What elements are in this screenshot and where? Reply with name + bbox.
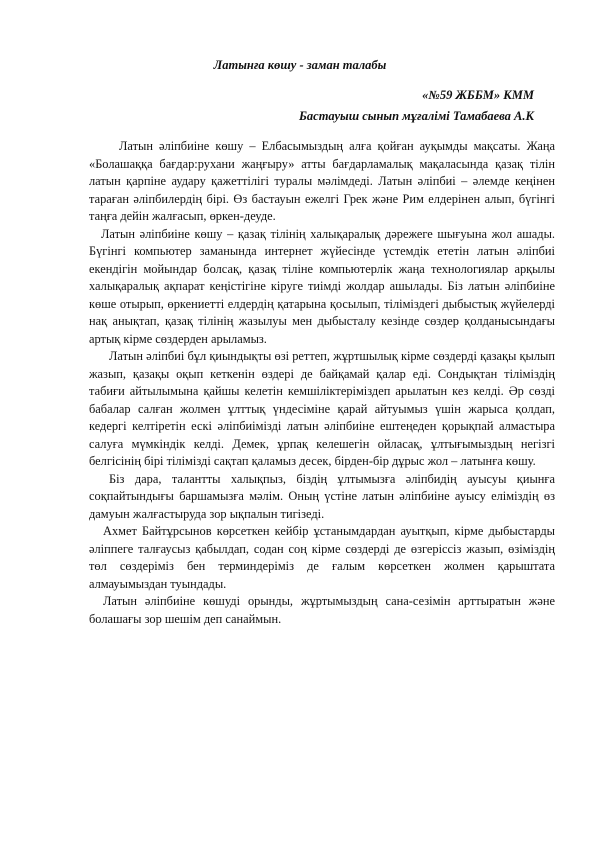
paragraph: Латын әліпбиіне көшу – Елбасымыздың алға қойған ауқымды мақсаты. Жаңа «Болашаққа бағдар:рухани жаңғыру» атты бағдарламалық мақаласында қазақ тілін латын қарпіне аудару қажеттілігі туралы мәлімдеді. Латын әліпбиі – әлемде кеңінен тараған әліпбилердің бірі. Өз бастауын ежелгі Грек және Рим елдерінен алып, бүгінгі таңға дейін жалғасып, өркен-деуде. <box>89 139 555 223</box>
paragraph: Латын әліпбиіне көшу – қазақ тілінің халықаралық дәрежеге шығуына жол ашады. Бүгінгі компьютер заманында интернет жүйесінде үстемдік ететін латын әліпбиі екендігін мойындар болсақ, қазақ тіліне компьютерлік жаңа технологиялар арқылы халықаралық ақпарат кеңістігіне кіруге тиімді жолдар ашылады. Біз латын әліпбиіне көше отырып, өркениетті елдердің қатарына қосылып, тіліміздегі дыбыстық жүйелерді нақ анықтап, қазақ тілінің жазылуы мен дыбысталу кезінде сөздер қолданысындағы артық кірме сөздерден арыламыз. <box>89 226 555 346</box>
article-body <box>89 138 555 628</box>
document-title: Латынға көшу - заман талабы <box>213 58 387 72</box>
paragraph: Латын әліпбиі бұл қиындықты өзі реттеп, жұртшылық кірме сөздерді қазақы қылып жазып, қазақы оқып кеткенін өздері де байқамай қалар еді. Сондықтан тіліміздің табиғи айтылымына қайшы келетін кемшіліктеріміздеп арылатын кез келді. Әр сөзді бабалар салған жолмен ұлттық үндесіміне қарай айтуымыз үшін жарыса қолдап, кедергі келтіретін ескі әліпбиімізді латын әліпбиіне ештеңеден қорықпай алмастыра салуға мүмкіндік келді. Демек, ұрпақ келешегін ойласақ, ұлтығымыздың негізгі белгісінің бірі тілімізді сақтап қаламыз десек, бірден-бір дұрыс жол – латынға көшу. <box>89 349 555 468</box>
author-line: Бастауыш сынып мұғалімі Тамабаева А.К <box>298 109 534 123</box>
organization-line: «№59 ЖББМ» КММ <box>422 88 534 102</box>
paragraph: Латын әліпбиіне көшуді орынды, жұртымыздың сана-сезімін арттыратын және болашағы зор шешім деп санаймын. <box>89 594 555 626</box>
paragraph: Ахмет Байтұрсынов көрсеткен кейбір ұстанымдардан ауытқып, кірме дыбыстарды әліппеге талғаусыз қабылдап, содан соң кірме сөздерді де өзгеріссіз жазып, өзіміздің төл сөздеріміз бен терминдеріміз де ғалым көрсеткен жолмен қарыштата алмауымыздан туындады. <box>89 524 555 591</box>
paragraph: Біз дара, талантты халықпыз, біздің ұлтымызға әліпбидің ауысуы қиынға соқпайтындығы баршамызға мәлім. Оның үстіне латын әліпбиіне ауысу еліміздің өз дамуын жалғастыруда зор ықпалын тигізеді. <box>89 471 555 521</box>
